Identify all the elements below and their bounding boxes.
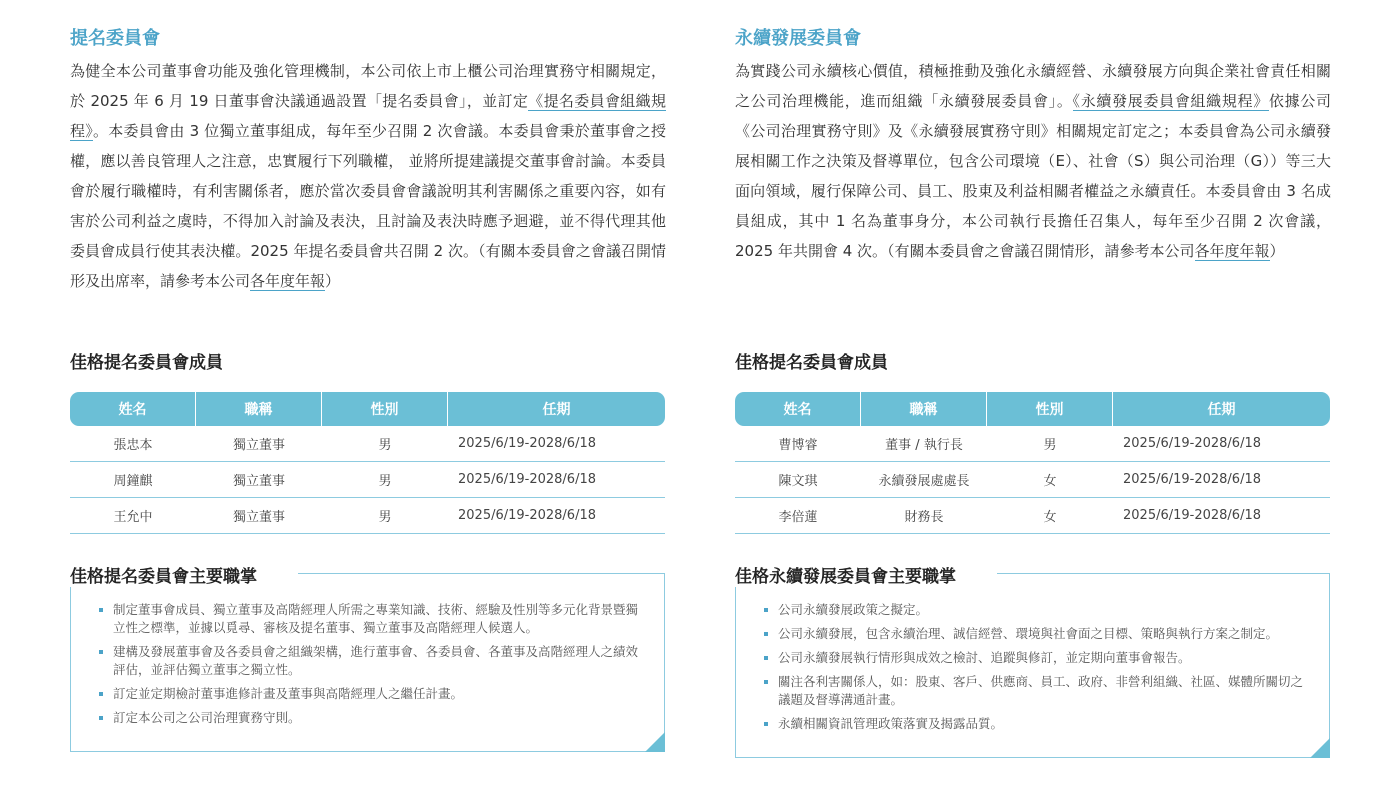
cell-name: 王允中 xyxy=(70,498,196,534)
duties-title: 佳格永續發展委員會主要職掌 xyxy=(735,562,970,587)
col-term: 任期 xyxy=(1113,392,1330,426)
desc-text-b: 依據公司《公司治理實務守則》及《永續發展實務守則》相關規定訂定之；本委員會為公司永續發展相關工作之決策及督導單位，包含公司環境（E）、社會（S）與公司治理（G））等三大面向領域，履行保障公司、員工、股東及利益相關者權益之永續責任。本委員會由 3 名成員組成，其中 1 名為董事身分，本公司執行長擔任召集人，每年至少召開 2 次會議，2025 年共開會 4 次。（有關本委員會之會議召開情形，請參考本公司 xyxy=(735,92,1331,260)
table-header-row xyxy=(70,392,665,426)
cell-gender: 男 xyxy=(987,426,1113,462)
sustainability-committee-title: 永續發展委員會 xyxy=(735,28,861,49)
table-row xyxy=(735,426,1330,462)
cell-name: 李倍蓮 xyxy=(735,498,861,534)
table-header-row xyxy=(735,392,1330,426)
duties-list xyxy=(71,573,664,751)
cell-title: 獨立董事 xyxy=(196,426,322,462)
nomination-committee-title: 提名委員會 xyxy=(70,28,160,49)
duties-list xyxy=(736,573,1329,757)
corner-fold-icon xyxy=(645,732,665,752)
annual-report-link[interactable]: 各年度年報 xyxy=(250,272,326,290)
cell-term: 2025/6/19-2028/6/18 xyxy=(1113,426,1330,462)
nomination-committee-section xyxy=(70,26,666,725)
cell-term: 2025/6/19-2028/6/18 xyxy=(1113,462,1330,498)
table-row xyxy=(735,498,1330,534)
col-title: 職稱 xyxy=(861,392,987,426)
list-item: 關注各利害關係人，如：股東、客戶、供應商、員工、政府、非營利組織、社區、媒體所關切之議題及督導溝通計畫。 xyxy=(764,673,1309,709)
list-item: 訂定本公司之公司治理實務守則。 xyxy=(99,709,644,727)
col-title: 職稱 xyxy=(196,392,322,426)
nomination-committee-description xyxy=(70,56,666,336)
duties-box xyxy=(70,573,665,752)
desc-text-c: ） xyxy=(1269,242,1285,260)
duties-title: 佳格提名委員會主要職掌 xyxy=(70,562,271,587)
cell-gender: 男 xyxy=(322,498,448,534)
cell-term: 2025/6/19-2028/6/18 xyxy=(448,426,665,462)
members-title: 佳格提名委員會成員 xyxy=(70,353,223,373)
members-table xyxy=(70,392,665,534)
desc-text-a: 為實踐公司永續核心價值，積極推動及強化永續經營、永續發展方向與企業社會責任相關之公司治理機能，進而組織「永續發展委員會」。 xyxy=(735,62,1331,110)
cell-gender: 女 xyxy=(987,498,1113,534)
sustainability-rules-link[interactable]: 《永續發展委員會組織規程》 xyxy=(1072,92,1269,110)
table-row xyxy=(70,426,665,462)
col-name: 姓名 xyxy=(70,392,196,426)
sustainability-committee-description xyxy=(735,56,1331,336)
col-name: 姓名 xyxy=(735,392,861,426)
table-row xyxy=(70,498,665,534)
desc-text-c: ） xyxy=(325,272,341,290)
duties-box xyxy=(735,573,1330,758)
annual-report-link[interactable]: 各年度年報 xyxy=(1194,242,1270,260)
cell-title: 獨立董事 xyxy=(196,462,322,498)
cell-title: 永續發展處處長 xyxy=(861,462,987,498)
col-gender: 性別 xyxy=(322,392,448,426)
col-gender: 性別 xyxy=(987,392,1113,426)
list-item: 永續相關資訊管理政策落實及揭露品質。 xyxy=(764,715,1309,733)
cell-name: 陳文琪 xyxy=(735,462,861,498)
table-row xyxy=(70,462,665,498)
cell-name: 曹博睿 xyxy=(735,426,861,462)
corner-fold-icon xyxy=(1310,738,1330,758)
cell-term: 2025/6/19-2028/6/18 xyxy=(1113,498,1330,534)
desc-text-a: 為健全本公司董事會功能及強化管理機制，本公司依上市上櫃公司治理實務守相關規定，於 2025 年 6 月 19 日董事會決議通過設置「提名委員會」，並訂定 xyxy=(70,62,666,110)
list-item: 訂定並定期檢討董事進修計畫及董事與高階經理人之繼任計畫。 xyxy=(99,685,644,703)
sustainability-committee-section xyxy=(735,26,1331,731)
cell-gender: 女 xyxy=(987,462,1113,498)
cell-name: 周鐘麒 xyxy=(70,462,196,498)
members-title: 佳格提名委員會成員 xyxy=(735,353,888,373)
list-item: 公司永續發展執行情形與成效之檢討、追蹤與修訂，並定期向董事會報告。 xyxy=(764,649,1309,667)
list-item: 建構及發展董事會及各委員會之組織架構，進行董事會、各委員會、各董事及高階經理人之績效評估，並評估獨立董事之獨立性。 xyxy=(99,643,644,679)
list-item: 公司永續發展，包含永續治理、誠信經營、環境與社會面之目標、策略與執行方案之制定。 xyxy=(764,625,1309,643)
col-term: 任期 xyxy=(448,392,665,426)
list-item: 公司永續發展政策之擬定。 xyxy=(764,601,1309,619)
desc-text-b: 。本委員會由 3 位獨立董事組成，每年至少召開 2 次會議。本委員會秉於董事會之授權，應以善良管理人之注意，忠實履行下列職權， 並將所提建議提交董事會討論。本委員會於履行職權時，有利害關係者，應於當次委員會會議說明其利害關係之重要內容，如有害於公司利益之虞時，不得加入討論及表決，且討論及表決時應予迴避，並不得代理其他委員會成員行使其表決權。2025 年提名委員會共召開 2 次。（有關本委員會之會議召開情形及出席率，請參考本公司 xyxy=(70,122,666,290)
nomination-rules-link[interactable]: 《提名委員會組織規程》 xyxy=(70,92,666,140)
cell-gender: 男 xyxy=(322,462,448,498)
table-row xyxy=(735,462,1330,498)
cell-title: 董事 / 執行長 xyxy=(861,426,987,462)
members-table xyxy=(735,392,1330,534)
cell-title: 獨立董事 xyxy=(196,498,322,534)
cell-term: 2025/6/19-2028/6/18 xyxy=(448,498,665,534)
cell-name: 張忠本 xyxy=(70,426,196,462)
cell-term: 2025/6/19-2028/6/18 xyxy=(448,462,665,498)
cell-title: 財務長 xyxy=(861,498,987,534)
list-item: 制定董事會成員、獨立董事及高階經理人所需之專業知識、技術、經驗及性別等多元化背景暨獨立性之標準，並據以覓尋、審核及提名董事、獨立董事及高階經理人候選人。 xyxy=(99,601,644,637)
cell-gender: 男 xyxy=(322,426,448,462)
